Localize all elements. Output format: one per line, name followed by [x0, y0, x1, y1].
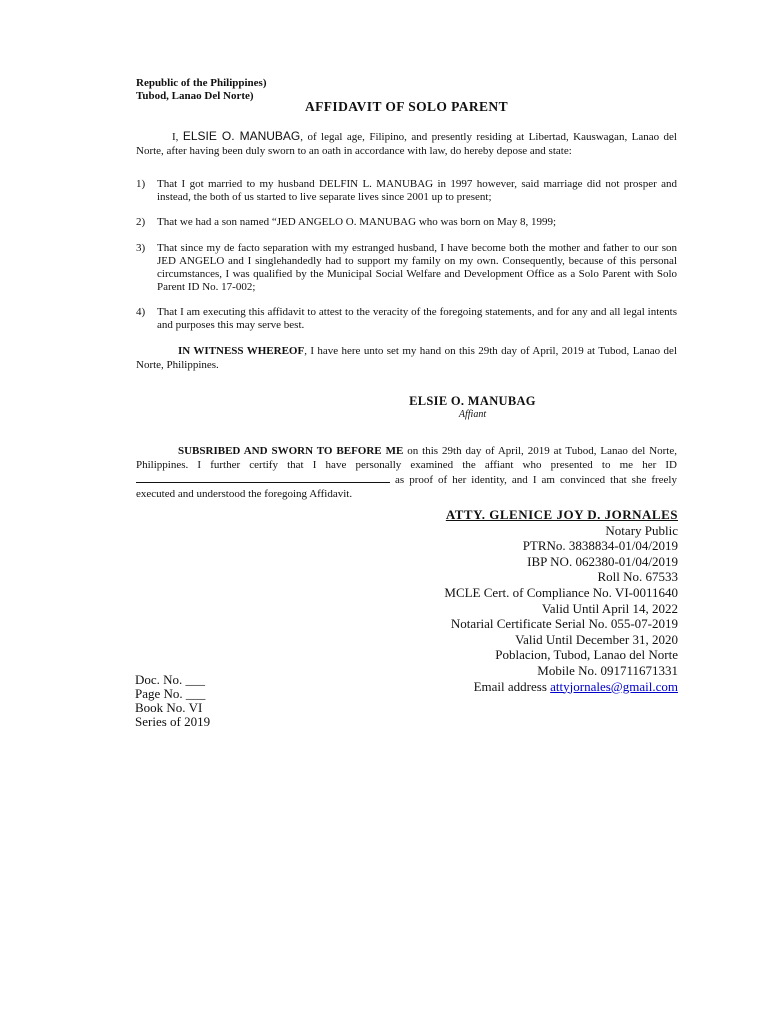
- item-number: 1): [136, 178, 146, 190]
- book-number: Book No. VI: [135, 700, 203, 715]
- jurat-text-2: as proof of her identity, and I am convinced that she freely executed and understood the foregoing Affidavit.: [136, 474, 677, 500]
- affiant-name-inline: ELSIE O. MANUBAG: [182, 129, 301, 143]
- document-title: AFFIDAVIT OF SOLO PARENT: [304, 99, 508, 114]
- affiant-role: Affiant: [458, 409, 487, 420]
- email-label: Email address: [473, 678, 551, 694]
- jurat-lead: SUBSRIBED AND SWORN TO BEFORE ME: [178, 445, 404, 457]
- intro-paragraph: [136, 130, 677, 158]
- jurat-text-1: on this 29th day of April, 2019 at Tubod, Lanao del Norte, Philippines. I further certify that I have personally examined the affiant who presented to me her ID: [136, 445, 677, 471]
- notary-ptr: PTRNo. 3838834-01/04/2019: [522, 538, 678, 554]
- item-number: 3): [136, 242, 146, 254]
- witness-text: , I have here unto set my hand on this 29th day of April, 2019 at Tubod, Lanao del Norte, Philippines.: [136, 345, 677, 371]
- affiant-name: ELSIE O. MANUBAG: [409, 394, 536, 408]
- notarial-register: [135, 673, 210, 729]
- jurat-paragraph: [136, 445, 677, 501]
- affiant-block: [340, 394, 605, 420]
- item-text: That I am executing this affidavit to attest to the veracity of the foregoing statements, and for any and all legal intents and purposes this may serve best.: [157, 306, 677, 331]
- item-text: That we had a son named “JED ANGELO O. MANUBAG who was born on May 8, 1999;: [157, 216, 556, 228]
- series-year: Series of 2019: [135, 714, 211, 729]
- notary-ibp: IBP NO. 062380-01/04/2019: [527, 553, 678, 569]
- notary-name: ATTY. GLENICE JOY D. JORNALES: [445, 507, 678, 522]
- item-number: 4): [136, 306, 146, 318]
- witness-paragraph: [136, 345, 677, 372]
- notary-block: [444, 507, 678, 694]
- notary-mcle: MCLE Cert. of Compliance No. VI-0011640: [444, 584, 678, 600]
- item-number: 2): [136, 216, 146, 228]
- notary-mcle-validity: Valid Until April 14, 2022: [541, 600, 678, 616]
- email-link[interactable]: attyjornales@gmail.com: [550, 678, 678, 694]
- notary-mobile: Mobile No. 091711671331: [537, 662, 678, 678]
- notary-certificate: Notarial Certificate Serial No. 055-07-2019: [450, 616, 678, 632]
- intro-indent: I,: [172, 131, 183, 143]
- caption-line-1: Republic of the Philippines): [136, 77, 267, 89]
- notary-certificate-validity: Valid Until December 31, 2020: [515, 631, 678, 647]
- page-number: Page No. ___: [135, 686, 206, 701]
- id-blank-line: [136, 472, 390, 483]
- caption-line-2: Tubod, Lanao Del Norte): [136, 90, 254, 102]
- item-text: That since my de facto separation with my estranged husband, I have become both the mother and father to our son JED ANGELO and I singlehandedly had to support my family on my own. Consequently, because of this personal circumstances, I was qualified by the Municipal Social Welfare and Development Office as a Solo Parent with Solo Parent ID No. 17-002;: [157, 242, 677, 293]
- witness-lead: IN WITNESS WHEREOF: [178, 345, 305, 357]
- item-text: That I got married to my husband DELFIN L. MANUBAG in 1997 however, said marriage did not prosper and instead, the both of us started to live separate lives since 2001 up to present;: [157, 178, 677, 203]
- notary-roll: Roll No. 67533: [597, 569, 678, 585]
- doc-number: Doc. No. ___: [135, 672, 206, 687]
- notary-address: Poblacion, Tubod, Lanao del Norte: [495, 647, 678, 663]
- notary-email-line: [444, 679, 678, 695]
- notary-title: Notary Public: [605, 522, 678, 538]
- intro-text: , of legal age, Filipino, and presently residing at Libertad, Kauswagan, Lanao del Norte, after having been duly sworn to an oath in accordance with law, do hereby depose and state:: [136, 131, 677, 157]
